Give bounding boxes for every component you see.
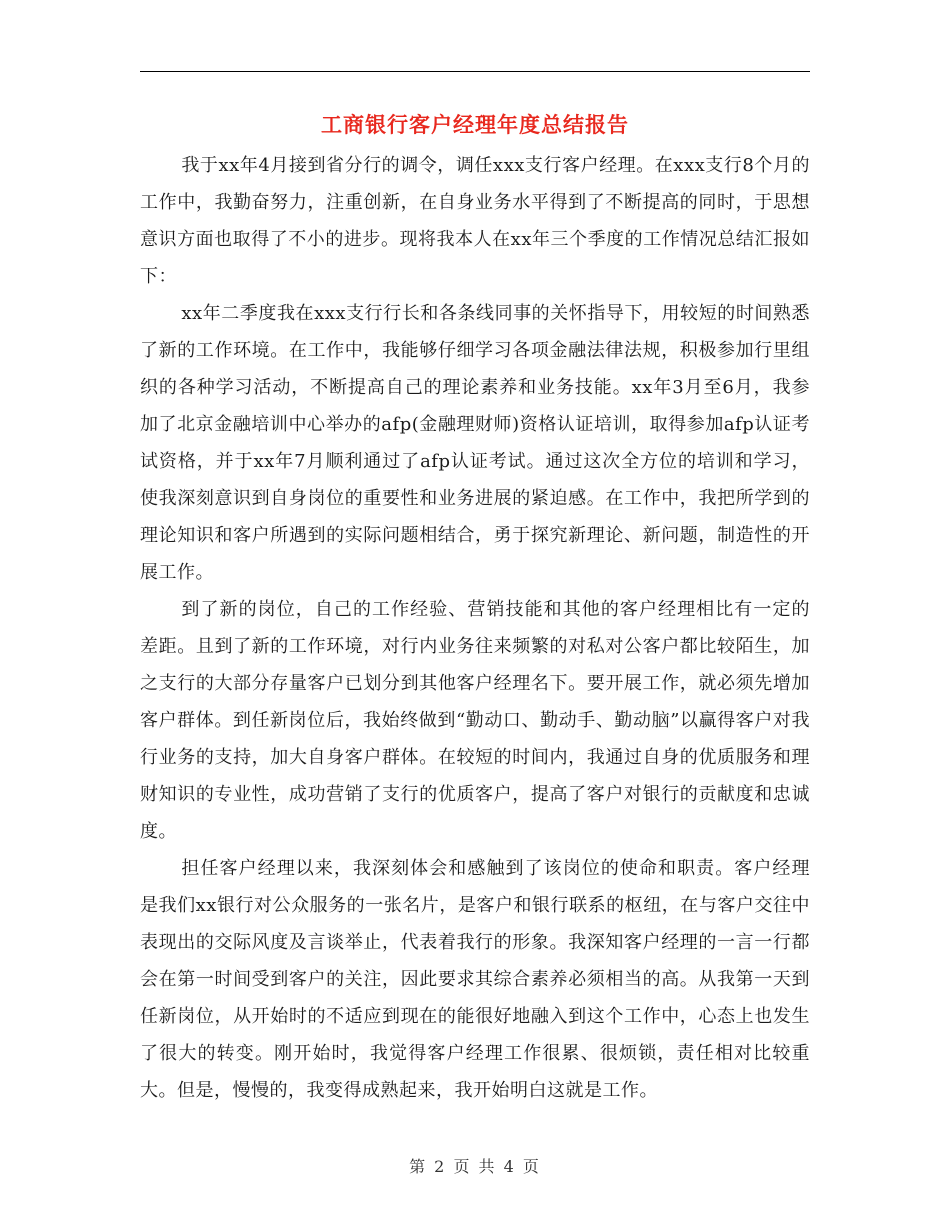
paragraph-intro: 我于xx年4月接到省分行的调令，调任xxx支行客户经理。在xxx支行8个月的工作中，我勤奋努力，注重创新，在自身业务水平得到了不断提高的同时，于思想意识方面也取得了不小的进步。现将我本人在xx年三个季度的工作情况总结汇报如下： [140, 155, 810, 287]
paragraph-role-reflection: 担任客户经理以来，我深刻体会和感触到了该岗位的使命和职责。客户经理是我们xx银行对公众服务的一张名片，是客户和银行联系的枢纽，在与客户交往中表现出的交际风度及言谈举止，代表着我行的形象。我深知客户经理的一言一行都会在第一时间受到客户的关注，因此要求其综合素养必须相当的高。从我第一天到任新岗位，从开始时的不适应到现在的能很好地融入到这个工作中，心态上也发生了很大的转变。刚开始时，我觉得客户经理工作很累、很烦锁，责任相对比较重大。但是，慢慢的，我变得成熟起来，我开始明白这就是工作。 [140, 858, 810, 1101]
page-number: 第 2 页 共 4 页 [409, 1157, 541, 1176]
paragraph-new-position: 到了新的岗位，自己的工作经验、营销技能和其他的客户经理相比有一定的差距。且到了新的工作环境，对行内业务往来频繁的对私对公客户都比较陌生，加之支行的大部分存量客户已划分到其他客户经理名下。要开展工作，就必须先增加客户群体。到任新岗位后，我始终做到“勤动口、勤动手、勤动脑”以赢得客户对我行业务的支持，加大自身客户群体。在较短的时间内，我通过自身的优质服务和理财知识的专业性，成功营销了支行的优质客户，提高了客户对银行的贡献度和忠诚度。 [140, 599, 810, 842]
paragraph-q2-training: xx年二季度我在xxx支行行长和各条线同事的关怀指导下，用较短的时间熟悉了新的工作环境。在工作中，我能够仔细学习各项金融法律法规，积极参加行里组织的各种学习活动，不断提高自己的理论素养和业务技能。xx年3月至6月，我参加了北京金融培训中心举办的afp(金融理财师)资格认证培训，取得参加afp认证考试资格，并于xx年7月顺利通过了afp认证考试。通过这次全方位的培训和学习，使我深刻意识到自身岗位的重要性和业务进展的紧迫感。在工作中，我把所学到的理论知识和客户所遇到的实际问题相结合，勇于探究新理论、新问题，制造性的开展工作。 [140, 303, 810, 583]
document-title: 工商银行客户经理年度总结报告 [321, 113, 629, 137]
header-rule [140, 71, 810, 72]
document-body [140, 147, 810, 1109]
